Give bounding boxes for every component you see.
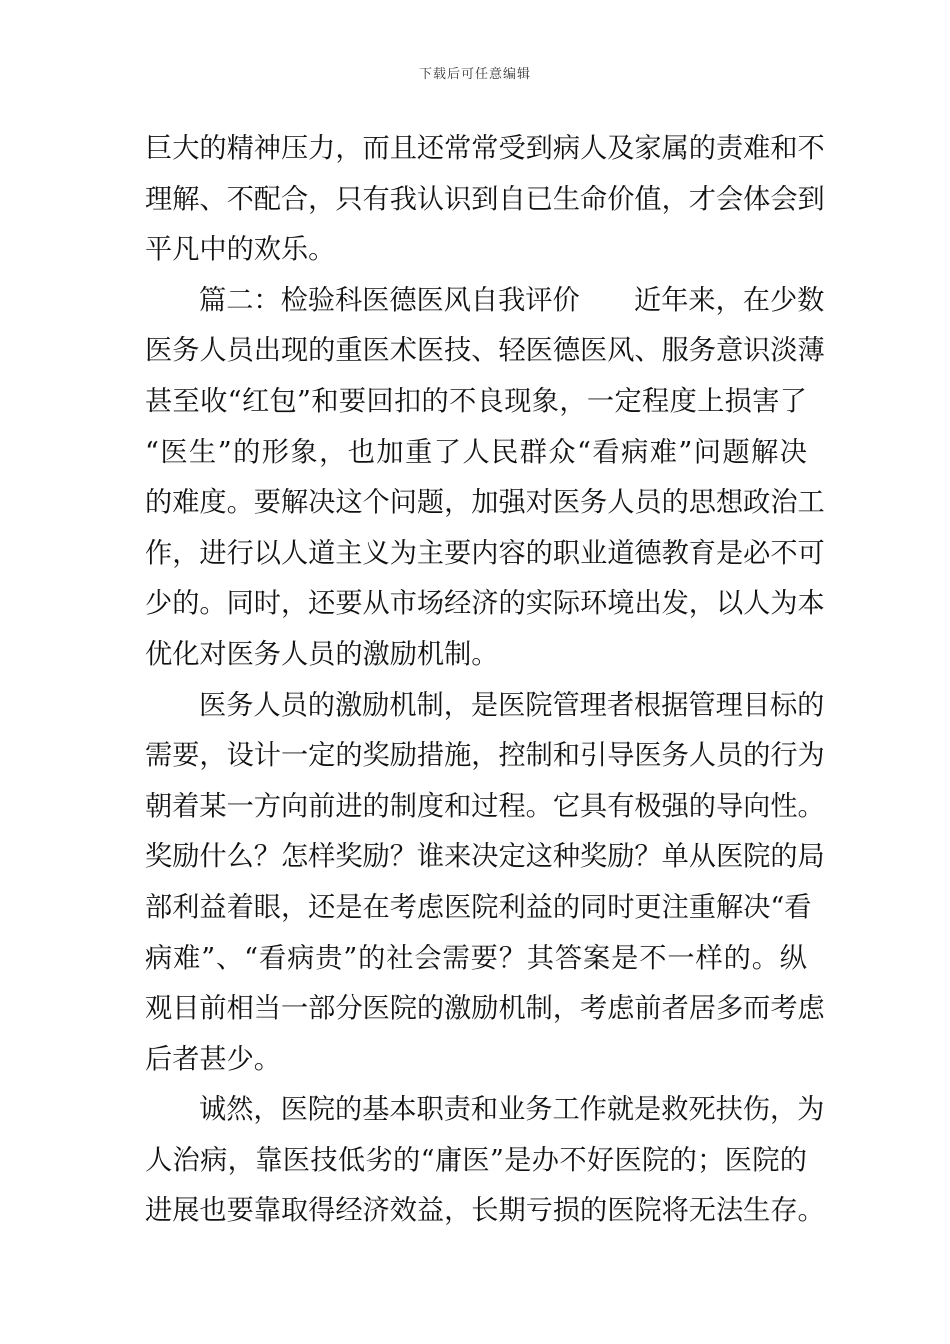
paragraph-4 xyxy=(145,1085,825,1237)
paragraph-3 xyxy=(145,681,825,1086)
paragraph-line: 的难度。要解决这个问题，加强对医务人员的思想政治工 xyxy=(145,487,825,519)
paragraph-1 xyxy=(145,124,825,276)
paragraph-line: 巨大的精神压力，而且还常常受到病人及家属的责难和不 xyxy=(145,133,825,164)
paragraph-line: 人治病，靠医技低劣的“庸医”是办不好医院的；医院的 xyxy=(145,1144,807,1176)
header-note: 下载后可任意编辑 xyxy=(418,67,531,82)
paragraph-line: 少的。同时，还要从市场经济的实际环境出发，以人为本 xyxy=(145,588,825,620)
paragraph-line: 理解、不配合，只有我认识到自已生命价值，才会体会到 xyxy=(145,183,825,215)
paragraph-line: 奖励什么？怎样奖励？谁来决定这种奖励？单从医院的局 xyxy=(145,841,825,873)
document-body xyxy=(145,124,825,1237)
paragraph-2 xyxy=(145,276,825,681)
paragraph-line: 观目前相当一部分医院的激励机制，考虑前者居多而考虑 xyxy=(145,993,825,1025)
paragraph-line: 甚至收“红包”和要回扣的不良现象，一定程度上损害了 xyxy=(145,385,807,417)
paragraph-line: 作，进行以人道主义为主要内容的职业道德教育是必不可 xyxy=(145,537,825,569)
paragraph-line: 部利益着眼，还是在考虑医院利益的同时更注重解决“看 xyxy=(145,891,812,923)
paragraph-line: 医务人员出现的重医术医技、轻医德医风、服务意识淡薄 xyxy=(145,335,825,367)
paragraph-line: 平凡中的欢乐。 xyxy=(145,234,336,266)
paragraph-line: 医务人员的激励机制，是医院管理者根据管理目标的 xyxy=(199,689,825,721)
paragraph-line: 优化对医务人员的激励机制。 xyxy=(145,638,499,670)
paragraph-line: 进展也要靠取得经济效益，长期亏损的医院将无法生存。 xyxy=(145,1195,825,1227)
paragraph-line: 诚然，医院的基本职责和业务工作就是救死扶伤，为 xyxy=(199,1094,825,1126)
paragraph-line: 需要，设计一定的奖励措施，控制和引导医务人员的行为 xyxy=(145,740,825,772)
paragraph-line: 后者甚少。 xyxy=(145,1043,281,1075)
paragraph-line: 病难”、“看病贵”的社会需要？其答案是不一样的。纵 xyxy=(145,942,807,974)
paragraph-line: “医生”的形象，也加重了人民群众“看病难”问题解决 xyxy=(145,436,807,468)
paragraph-line: 篇二：检验科医德医风自我评价 近年来，在少数 xyxy=(199,284,825,316)
paragraph-line: 朝着某一方向前进的制度和过程。它具有极强的导向性。 xyxy=(145,790,825,822)
